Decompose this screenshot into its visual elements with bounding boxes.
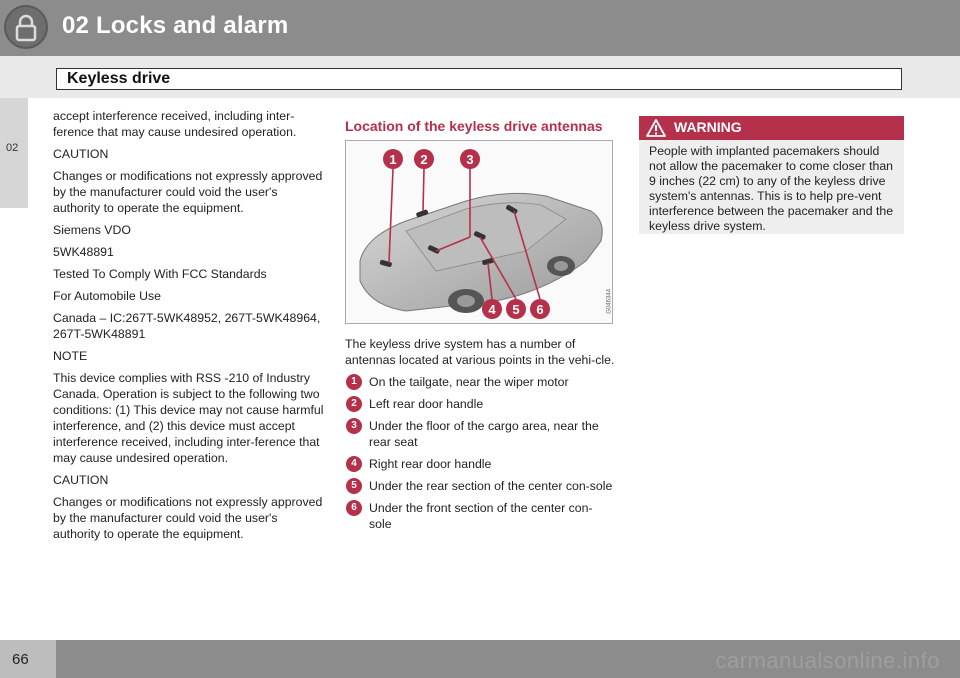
number-badge: 2 <box>346 396 362 412</box>
page-footer <box>0 640 960 678</box>
antenna-location-text: Left rear door handle <box>369 397 484 411</box>
lock-icon <box>4 5 48 49</box>
section-bar <box>0 56 960 98</box>
antenna-list-item <box>345 478 615 494</box>
page-number-box <box>0 640 56 678</box>
antenna-location-text: Right rear door handle <box>369 457 492 471</box>
paragraph: CAUTION <box>53 147 109 161</box>
antenna-location-text: Under the floor of the cargo area, near the rear seat <box>369 419 599 449</box>
antenna-list-item <box>345 456 615 472</box>
callout-5-label: 5 <box>512 302 520 317</box>
warning-box <box>639 116 904 234</box>
antenna-list-item <box>345 418 615 450</box>
number-badge: 6 <box>346 500 362 516</box>
figure-code: G046344 <box>607 289 613 314</box>
callout-3-label: 3 <box>466 152 474 167</box>
section-title: Keyless drive <box>67 70 171 87</box>
column-left <box>53 108 325 548</box>
chapter-side-tab <box>0 98 28 208</box>
chapter-title: 02 Locks and alarm <box>62 12 289 39</box>
car-antenna-figure <box>345 140 613 324</box>
number-badge: 3 <box>346 418 362 434</box>
paragraph: For Automobile Use <box>53 289 161 303</box>
warning-header <box>639 116 904 140</box>
paragraph: Canada – IC:267T-5WK48952, 267T-5WK48964, 267T-5WK48891 <box>53 311 321 341</box>
antenna-location-text: Under the front section of the center con-sole <box>369 501 593 531</box>
antenna-list-item <box>345 500 615 532</box>
paragraph: Changes or modifications not expressly approved by the manufacturer could void the user's authority to operate the equipment. <box>53 495 323 541</box>
paragraph: CAUTION <box>53 473 109 487</box>
callout-1-label: 1 <box>389 152 397 167</box>
antenna-section-heading: Location of the keyless drive antennas <box>345 118 603 134</box>
callout-2-label: 2 <box>420 152 428 167</box>
paragraph: Tested To Comply With FCC Standards <box>53 267 267 281</box>
antenna-intro-text: The keyless drive system has a number of antennas located at various points in the vehi-cle. <box>345 337 615 367</box>
antenna-location-text: On the tailgate, near the wiper motor <box>369 375 569 389</box>
column-middle <box>345 118 615 538</box>
paragraph: Changes or modifications not expressly approved by the manufacturer could void the user's authority to operate the equipment. <box>53 169 323 215</box>
callout-6-label: 6 <box>536 302 544 317</box>
section-title-box <box>56 68 902 90</box>
page-number: 66 <box>12 651 29 668</box>
number-badge: 1 <box>346 374 362 390</box>
watermark: carmanualsonline.info <box>715 648 940 673</box>
paragraph: accept interference received, including inter-ference that may cause undesired operation. <box>53 109 297 139</box>
number-badge: 4 <box>346 456 362 472</box>
car-illustration <box>346 141 612 323</box>
page-header <box>0 0 960 56</box>
antenna-list-item <box>345 396 615 412</box>
callout-4-label: 4 <box>488 302 496 317</box>
number-badge: 5 <box>346 478 362 494</box>
warning-title: WARNING <box>674 119 742 135</box>
paragraph: This device complies with RSS -210 of Industry Canada. Operation is subject to the following two conditions: (1) This device may not cause harmful interference, and (2) this device must accept interference received, including inter-ference that may cause undesired operation. <box>53 371 324 465</box>
antenna-list-item <box>345 374 615 390</box>
paragraph: 5WK48891 <box>53 245 114 259</box>
warning-triangle-icon <box>645 118 667 138</box>
antenna-location-text: Under the rear section of the center con-sole <box>369 479 613 493</box>
paragraph: Siemens VDO <box>53 223 131 237</box>
warning-text: People with implanted pacemakers should not allow the pacemaker to come closer than 9 inches (22 cm) to any of the keyless drive system's antennas. This is to help pre-vent interference between the pacemaker and the keyless drive system. <box>649 144 894 233</box>
paragraph: NOTE <box>53 349 88 363</box>
side-tab-label: 02 <box>6 142 19 154</box>
